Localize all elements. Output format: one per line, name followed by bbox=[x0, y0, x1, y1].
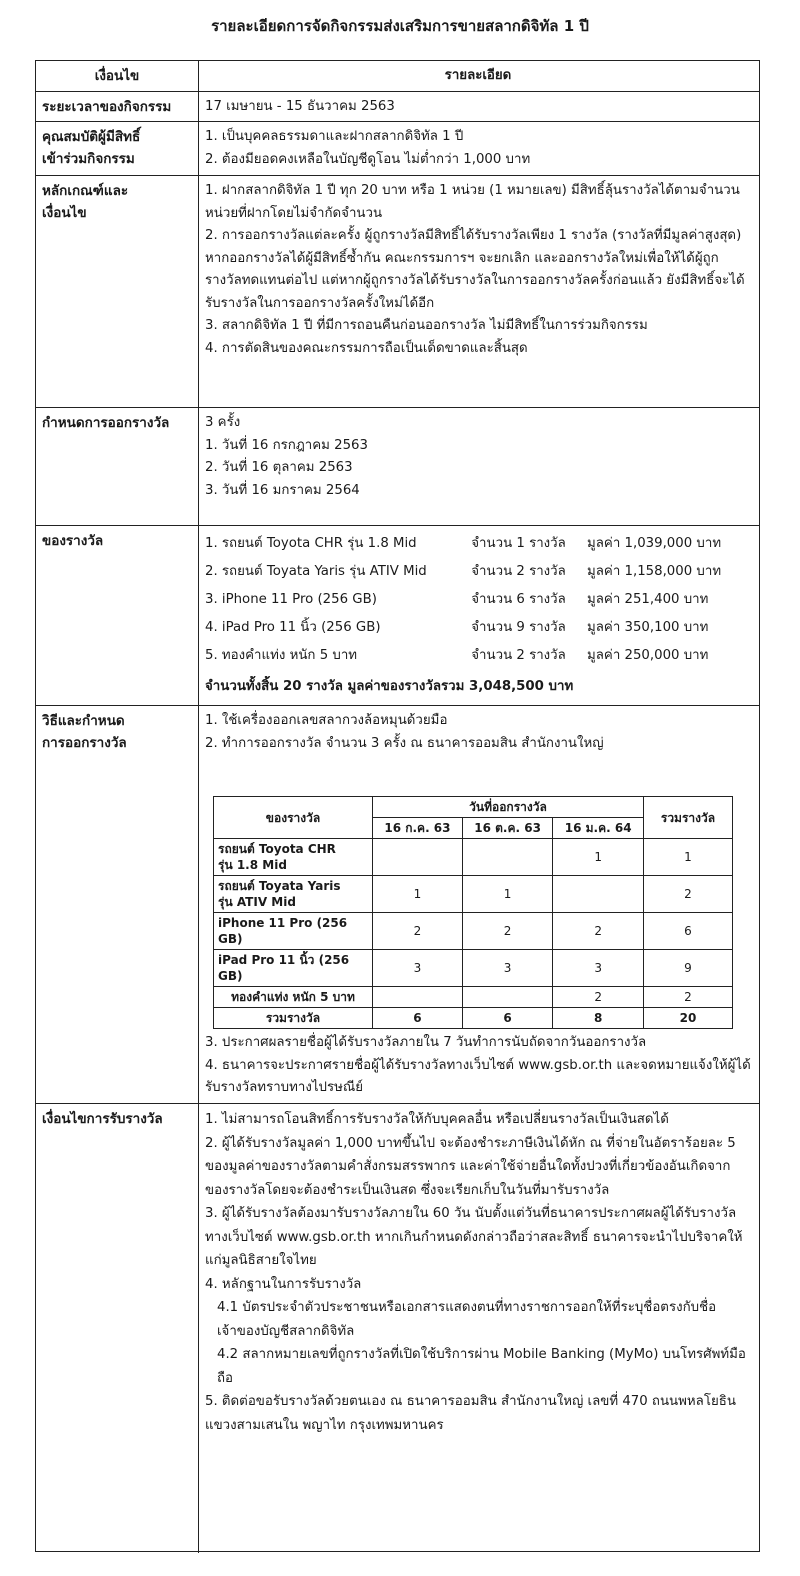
table-row bbox=[214, 913, 733, 950]
sum-cell: 8 bbox=[553, 1008, 644, 1029]
list-item: 2. การออกรางวัลแต่ละครั้ง ผู้ถูกรางวัลมีสิทธิ์ได้รับรางวัลเพียง 1 รางวัล (รางวัลที่มีมูลค่าสูงสุด) หากออกรางวัลได้ผู้มีสิทธิ์ซ้ำกัน คณะกรรมการฯ จะยกเลิก และออกรางวัลใหม่เพื่อให้ได้ผู้ถูกรางวัลทดแทนต่อไป แต่หากผู้ถูกรางวัลได้รับรางวัลในการออกรางวัลครั้งก่อนแล้ว ยังมีสิทธิ์จะได้รับรางวัลในการออกรางวัลครั้งใหม่ได้อีก bbox=[205, 228, 745, 311]
prize-cell-line: รถยนต์ Toyota CHR bbox=[218, 842, 336, 856]
count-cell: 2 bbox=[553, 987, 644, 1008]
date-header: 16 ก.ค. 63 bbox=[373, 818, 463, 839]
prize-cell bbox=[214, 876, 373, 913]
prize-item bbox=[205, 586, 751, 614]
count-cell bbox=[462, 839, 553, 876]
method-bottom bbox=[205, 1032, 751, 1100]
prize-count: จำนวน 1 รางวัล bbox=[471, 535, 566, 551]
criteria-detail bbox=[199, 176, 759, 362]
prize-cell-line: รถยนต์ Toyata Yaris bbox=[218, 879, 341, 893]
row-eligibility bbox=[36, 121, 759, 175]
list-item: 2. ผู้ได้รับรางวัลมูลค่า 1,000 บาทขึ้นไป จะต้องชำระภาษีเงินได้หัก ณ ที่จ่ายในอัตราร้อยละ 5 ของมูลค่าของรางวัลตามคำสั่งกรมสรรพากร และค่าใช้จ่ายอื่นใดทั้งปวงที่เกี่ยวข้องอันเกิดจากของรางวัลโดยจะต้องชำระเป็นเงินสด ซึ่งจะเรียกเก็บในวันที่มารับรางวัล bbox=[205, 1135, 736, 1198]
count-cell: 3 bbox=[462, 950, 553, 987]
date-header: 16 ต.ค. 63 bbox=[462, 818, 553, 839]
table-header bbox=[36, 61, 759, 91]
count-cell: 2 bbox=[373, 913, 463, 950]
table-row bbox=[214, 839, 733, 876]
criteria-label bbox=[36, 176, 199, 407]
col-total-header: รวมรางวัล bbox=[644, 797, 733, 839]
document-title: รายละเอียดการจัดกิจกรรมส่งเสริมการขายสลากดิจิทัล 1 ปี bbox=[211, 17, 589, 35]
count-cell bbox=[553, 876, 644, 913]
method-label bbox=[36, 706, 199, 1103]
list-item: 3. สลากดิจิทัล 1 ปี ที่มีการถอนคืนก่อนออกรางวัล ไม่มีสิทธิ์ในการร่วมกิจกรรม bbox=[205, 318, 648, 333]
prize-count: จำนวน 9 รางวัล bbox=[471, 619, 566, 635]
row-prizes bbox=[36, 525, 759, 705]
prize-item bbox=[205, 558, 751, 586]
prizes-total: จำนวนทั้งสิ้น 20 รางวัล มูลค่าของรางวัลรวม 3,048,500 บาท bbox=[205, 679, 574, 694]
prize-value: มูลค่า 1,039,000 บาท bbox=[587, 535, 722, 551]
period-value: 17 เมษายน - 15 ธันวาคม 2563 bbox=[205, 99, 395, 114]
draw-schedule-table bbox=[213, 796, 733, 1029]
prize-name: 3. iPhone 11 Pro (256 GB) bbox=[205, 591, 377, 607]
sum-cell: 20 bbox=[644, 1008, 733, 1029]
col-prize-header: ของรางวัล bbox=[214, 797, 373, 839]
list-item: 4. หลักฐานในการรับรางวัล bbox=[205, 1276, 362, 1292]
schedule-label: กำหนดการออกรางวัล bbox=[36, 408, 199, 525]
count-cell: 1 bbox=[462, 876, 553, 913]
sum-label: รวมรางวัล bbox=[214, 1008, 373, 1029]
prize-item bbox=[205, 614, 751, 642]
table-row bbox=[214, 987, 733, 1008]
eligibility-label-line: คุณสมบัติผู้มีสิทธิ์ bbox=[42, 129, 141, 145]
count-cell: 1 bbox=[373, 876, 463, 913]
sub-list-item: 4.1 บัตรประจำตัวประชาชนหรือเอกสารแสดงตนที่ทางราชการออกให้ที่ระบุชื่อตรงกับชื่อเจ้าของบัญชีสลากดิจิทัล bbox=[217, 1300, 717, 1339]
list-item: 1. ใช้เครื่องออกเลขสลากวงล้อหมุนด้วยมือ bbox=[205, 713, 448, 728]
sub-list-item: 4.2 สลากหมายเลขที่ถูกรางวัลที่เปิดใช้บริการผ่าน Mobile Banking (MyMo) บนโทรศัพท์มือถือ bbox=[217, 1347, 746, 1386]
list-item: 4. ธนาคารจะประกาศรายชื่อผู้ได้รับรางวัลทางเว็บไซต์ www.gsb.or.th และจดหมายแจ้งให้ผู้ได้รับรางวัลทราบทางไปรษณีย์ bbox=[205, 1057, 751, 1095]
prize-name: 2. รถยนต์ Toyata Yaris รุ่น ATIV Mid bbox=[205, 563, 427, 579]
prize-cell bbox=[214, 839, 373, 876]
row-schedule bbox=[36, 407, 759, 525]
count-cell bbox=[373, 987, 463, 1008]
list-item: 2. ต้องมียอดคงเหลือในบัญชีดูโอน ไม่ต่ำกว่า 1,000 บาท bbox=[205, 151, 531, 167]
prize-name: 5. ทองคำแท่ง หนัก 5 บาท bbox=[205, 647, 358, 663]
criteria-label-line: หลักเกณฑ์และ bbox=[42, 183, 129, 199]
list-item: 2. ทำการออกรางวัล จำนวน 3 ครั้ง ณ ธนาคารออมสิน สำนักงานใหญ่ bbox=[205, 735, 604, 751]
list-item: 1. ไม่สามารถโอนสิทธิ์การรับรางวัลให้กับบุคคลอื่น หรือเปลี่ยนรางวัลเป็นเงินสดได้ bbox=[205, 1112, 669, 1127]
sum-cell: 6 bbox=[373, 1008, 463, 1029]
total-cell: 2 bbox=[644, 987, 733, 1008]
count-cell: 3 bbox=[553, 950, 644, 987]
list-item: 3. ประกาศผลรายชื่อผู้ได้รับรางวัลภายใน 7 วันทำการนับถัดจากวันออกรางวัล bbox=[205, 1035, 647, 1050]
header-condition: เงื่อนไข bbox=[36, 61, 199, 91]
date-header: 16 ม.ค. 64 bbox=[553, 818, 644, 839]
claim-detail bbox=[199, 1104, 759, 1439]
prize-value: มูลค่า 1,158,000 บาท bbox=[587, 563, 722, 579]
prize-cell: iPad Pro 11 นิ้ว (256 GB) bbox=[214, 950, 373, 987]
draw-count: 3 ครั้ง bbox=[205, 415, 241, 430]
prize-count: จำนวน 2 รางวัล bbox=[471, 647, 566, 663]
list-item: 5. ติดต่อขอรับรางวัลด้วยตนเอง ณ ธนาคารออมสิน สำนักงานใหญ่ เลขที่ 470 ถนนพหลโยธิน แขวงสามเสนใน พญาไท กรุงเทพมหานคร bbox=[205, 1394, 736, 1433]
total-cell: 1 bbox=[644, 839, 733, 876]
prize-value: มูลค่า 250,000 บาท bbox=[587, 647, 709, 663]
list-item: 1. เป็นบุคคลธรรมดาและฝากสลากดิจิทัล 1 ปี bbox=[205, 129, 464, 144]
count-cell: 1 bbox=[553, 839, 644, 876]
table-row bbox=[214, 950, 733, 987]
row-method bbox=[36, 705, 759, 1103]
prize-value: มูลค่า 350,100 บาท bbox=[587, 619, 709, 635]
prize-cell: iPhone 11 Pro (256 GB) bbox=[214, 913, 373, 950]
prizes-label: ของรางวัล bbox=[36, 526, 199, 705]
prizes-detail bbox=[199, 526, 759, 701]
draw-date: 3. วันที่ 16 มกราคม 2564 bbox=[205, 482, 360, 498]
count-cell bbox=[462, 987, 553, 1008]
prize-cell-line: รุ่น 1.8 Mid bbox=[218, 858, 287, 872]
list-item: 3. ผู้ได้รับรางวัลต้องมารับรางวัลภายใน 60 วัน นับตั้งแต่วันที่ธนาคารประกาศผลผู้ได้รับรางวัลทางเว็บไซต์ www.gsb.or.th หากเกินกำหนดดังกล่าวถือว่าสละสิทธิ์ ธนาคารจะนำไปบริจาคให้แก่มูลนิธิสายใจไทย bbox=[205, 1206, 743, 1268]
sum-cell: 6 bbox=[462, 1008, 553, 1029]
draw-date: 2. วันที่ 16 ตุลาคม 2563 bbox=[205, 460, 353, 475]
row-criteria bbox=[36, 175, 759, 407]
claim-label: เงื่อนไขการรับรางวัล bbox=[36, 1104, 199, 1553]
eligibility-label-line: เข้าร่วมกิจกรรม bbox=[42, 151, 135, 167]
prize-count: จำนวน 6 รางวัล bbox=[471, 591, 566, 607]
schedule-detail bbox=[199, 408, 759, 504]
row-claim bbox=[36, 1103, 759, 1553]
header-detail: รายละเอียด bbox=[444, 68, 512, 83]
prize-item bbox=[205, 642, 751, 670]
total-cell: 6 bbox=[644, 913, 733, 950]
eligibility-label bbox=[36, 122, 199, 175]
list-item: 1. ฝากสลากดิจิทัล 1 ปี ทุก 20 บาท หรือ 1 หน่วย (1 หมายเลข) มีสิทธิ์ลุ้นรางวัลได้ตามจำนวนหน่วยที่ฝากโดยไม่จำกัดจำนวน bbox=[205, 183, 740, 221]
criteria-label-line: เงื่อนไข bbox=[42, 205, 87, 221]
prize-cell-line: รุ่น ATIV Mid bbox=[218, 895, 296, 909]
prize-value: มูลค่า 251,400 บาท bbox=[587, 591, 709, 607]
prize-item bbox=[205, 530, 751, 558]
count-cell: 3 bbox=[373, 950, 463, 987]
period-label: ระยะเวลาของกิจกรรม bbox=[36, 92, 199, 121]
count-cell bbox=[373, 839, 463, 876]
total-cell: 9 bbox=[644, 950, 733, 987]
total-cell: 2 bbox=[644, 876, 733, 913]
prize-count: จำนวน 2 รางวัล bbox=[471, 563, 566, 579]
col-dates-header: วันที่ออกรางวัล bbox=[373, 797, 644, 818]
row-period bbox=[36, 91, 759, 121]
prize-name: 1. รถยนต์ Toyota CHR รุ่น 1.8 Mid bbox=[205, 535, 417, 551]
count-cell: 2 bbox=[462, 913, 553, 950]
list-item: 4. การตัดสินของคณะกรรมการถือเป็นเด็ดขาดและสิ้นสุด bbox=[205, 340, 528, 356]
table-total-row bbox=[214, 1008, 733, 1029]
count-cell: 2 bbox=[553, 913, 644, 950]
draw-date: 1. วันที่ 16 กรกฎาคม 2563 bbox=[205, 437, 368, 453]
prize-cell: ทองคำแท่ง หนัก 5 บาท bbox=[214, 987, 373, 1008]
method-detail bbox=[199, 706, 759, 1103]
method-label-line: วิธีและกำหนด bbox=[42, 713, 125, 729]
eligibility-detail bbox=[199, 122, 759, 173]
details-table bbox=[35, 60, 760, 1552]
prize-name: 4. iPad Pro 11 นิ้ว (256 GB) bbox=[205, 619, 381, 635]
method-label-line: การออกรางวัล bbox=[42, 735, 127, 751]
table-row bbox=[214, 876, 733, 913]
